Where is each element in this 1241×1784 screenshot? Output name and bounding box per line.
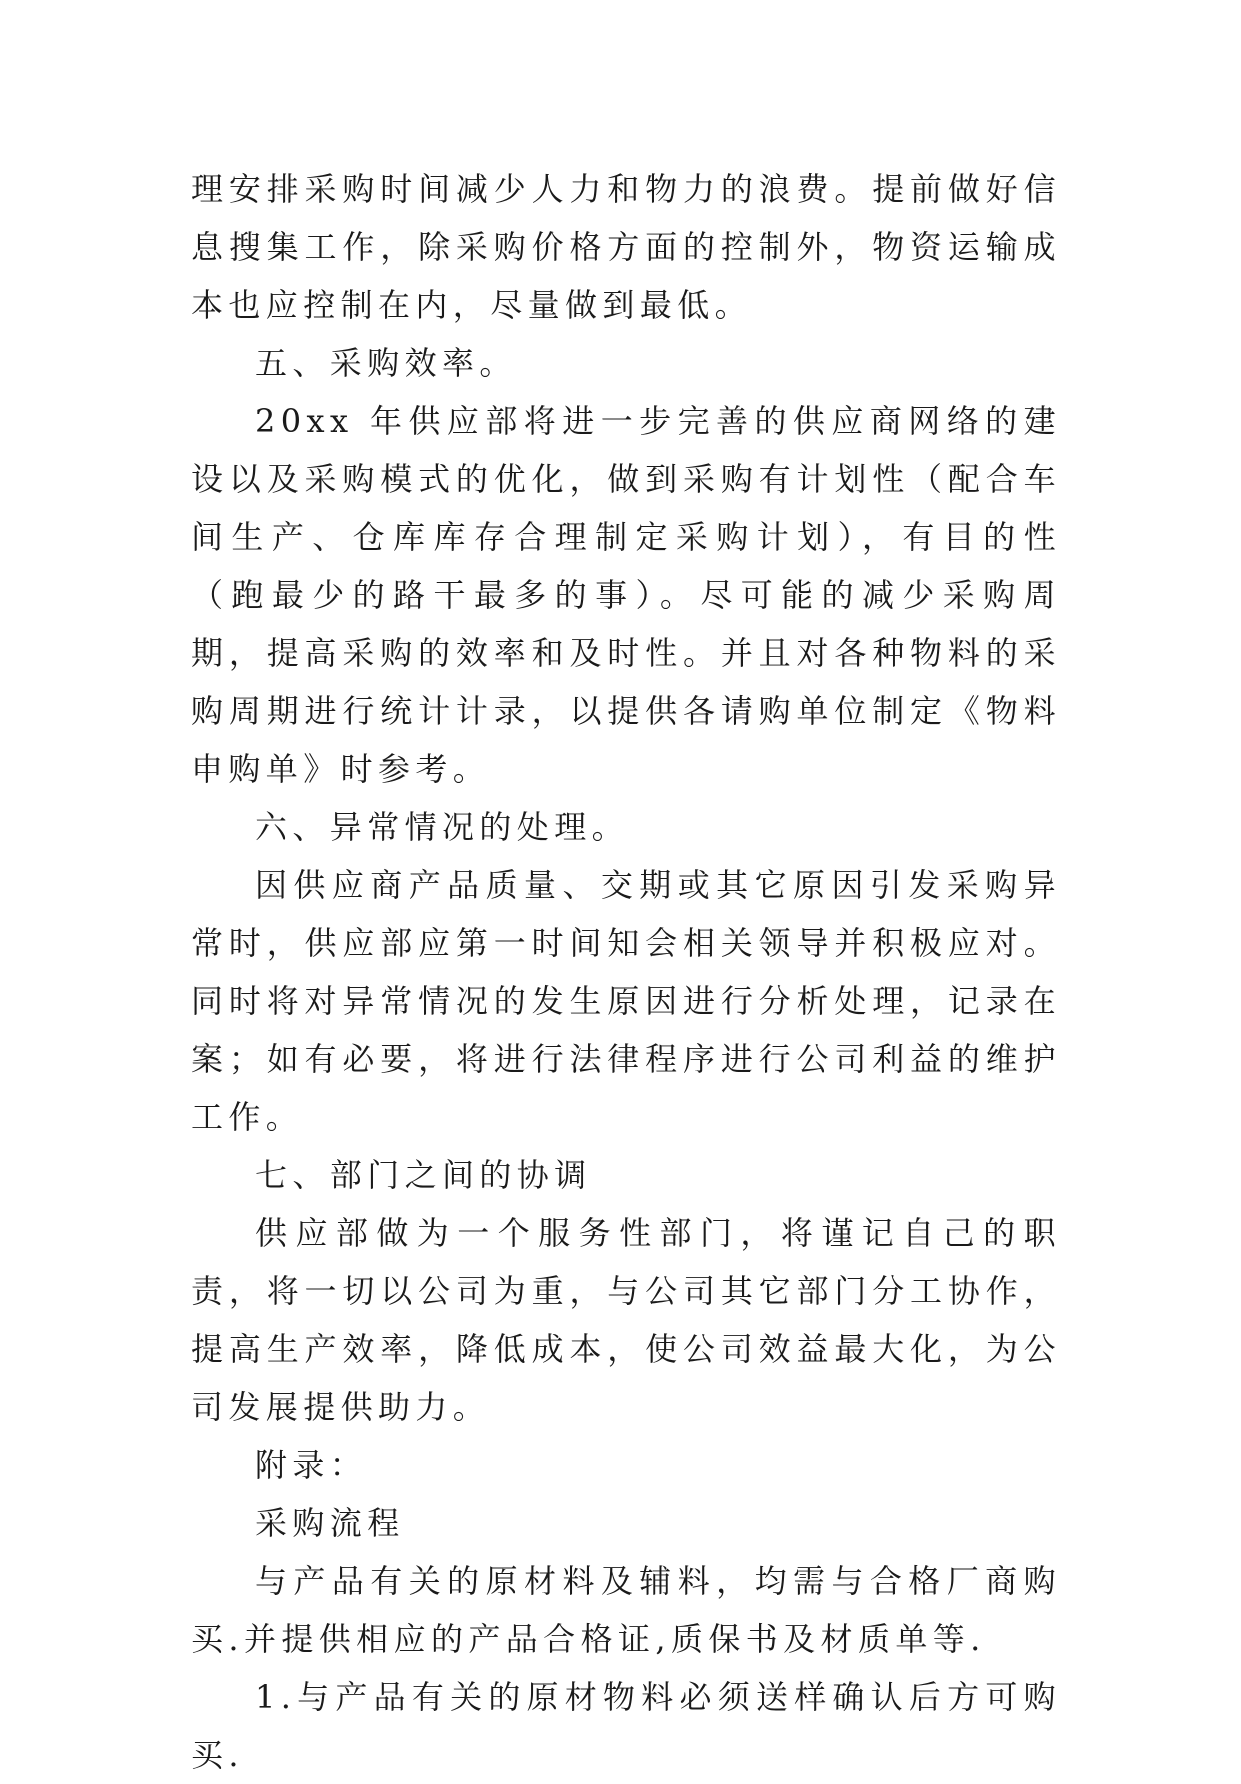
list-item-1: 1.与产品有关的原材物料必须送样确认后方可购买. [191,1678,1061,1774]
paragraph-coordination: 供应部做为一个服务性部门，将谨记自己的职责，将一切以公司为重，与公司其它部门分工协作，提高生产效率，降低成本，使公司效益最大化，为公司发展提供助力。 [191,1214,1061,1426]
section-heading-coordination: 七、部门之间的协调 [255,1156,592,1194]
paragraph-cost-control: 理安排采购时间减少人力和物力的浪费。提前做好信息搜集工作，除采购价格方面的控制外，物资运输成本也应控制在内，尽量做到最低。 [191,170,1061,324]
paragraph-materials: 与产品有关的原材料及辅料，均需与合格厂商购买.并提供相应的产品合格证,质保书及材质单等. [191,1562,1061,1658]
section-heading-efficiency: 五、采购效率。 [255,344,517,382]
paragraph-exceptions: 因供应商产品质量、交期或其它原因引发采购异常时，供应部应第一时间知会相关领导并积极应对。同时将对异常情况的发生原因进行分析处理，记录在案；如有必要，将进行法律程序进行公司利益的维护工作。 [191,866,1061,1136]
paragraph-efficiency: 20xx 年供应部将进一步完善的供应商网络的建设以及采购模式的优化，做到采购有计划性（配合车间生产、仓库库存合理制定采购计划），有目的性（跑最少的路干最多的事）。尽可能的减少采购周期，提高采购的效率和及时性。并且对各种物料的采购周期进行统计计录，以提供各请购单位制定《物料申购单》时参考。 [191,402,1061,788]
section-heading-exceptions: 六、异常情况的处理。 [255,808,630,846]
procurement-process-heading: 采购流程 [255,1504,405,1542]
document-body [191,160,1061,1784]
appendix-heading: 附录： [255,1446,368,1484]
